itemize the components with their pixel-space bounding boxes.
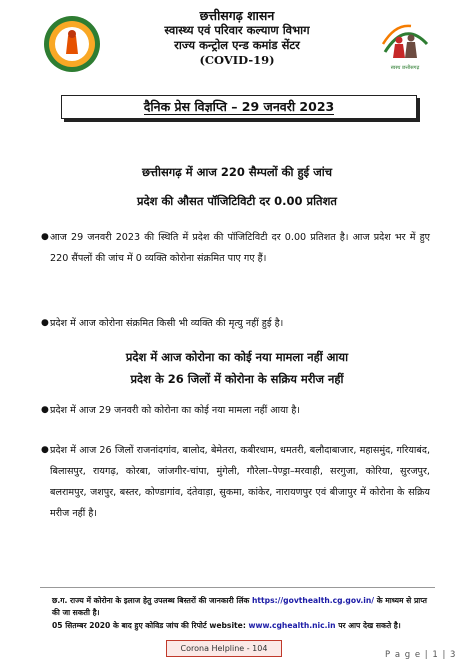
bullet-dot: ● xyxy=(41,232,49,242)
bullet-new-cases xyxy=(41,400,430,421)
bullet-text: प्रदेश में आज 26 जिलों राजनांदगांव, बालोद, बेमेतरा, कबीरधाम, धमतरी, बलौदाबाजार, महासमुंद, गरियाबंद, बिलासपुर, रायगढ़, कोरबा, जांजगीर-चांपा, मुंगेली, गौरेला–पेण्ड्रा–मरवाही, सरगुजा, कोरिया, सुरजपुर, बलरामपुर, जशपुर, बस्तर, कोण्डागांव, दंतेवाड़ा, सुकमा, कांकेर, नारायणपुर एवं बीजापुर में कोरोना के सक्रिय मरीज नहीं है। xyxy=(50,445,430,519)
bullet-text: प्रदेश में आज कोरोना संक्रमित किसी भी व्यक्ति की मृत्यु नहीं हुई है। xyxy=(50,318,284,329)
bullet-dot: ● xyxy=(41,445,49,455)
govthealth-link[interactable]: https://govthealth.cg.gov.in/ xyxy=(251,596,375,605)
cghealth-link[interactable]: www.cghealth.nic.in xyxy=(248,621,336,630)
page-number: P a g e | 1 | 3 xyxy=(385,650,457,660)
headline-positivity: प्रदेश की औसत पॉजिटिविटी दर 0.00 प्रतिशत xyxy=(137,194,337,208)
press-release-title: दैनिक प्रेस विज्ञप्ति – 29 जनवरी 2023 xyxy=(143,99,335,114)
letterhead-department: स्वास्थ्य एवं परिवार कल्याण विभाग xyxy=(164,23,310,37)
bullet-text: आज 29 जनवरी 2023 की स्थिति में प्रदेश की पॉजिटिविटी दर 0.00 प्रतिशत है। आज प्रदेश भर में हुए 220 सैंपलों की जांच में 0 व्यक्ति कोरोना संक्रमित पाए गए हैं। xyxy=(50,232,430,264)
footer-beds-info xyxy=(52,595,437,619)
footer-beds-text: छ.ग. राज्य में कोरोना के इलाज हेतु उपलब्ध बिस्तरों की जानकारी लिंक xyxy=(52,596,250,605)
letterhead-government: छत्तीसगढ़ शासन xyxy=(199,8,275,23)
bullet-dot: ● xyxy=(41,405,49,415)
letterhead-covid: (COVID-19) xyxy=(199,53,275,67)
headline-samples: छत्तीसगढ़ में आज 220 सैम्पलों की हुई जांच xyxy=(141,165,333,179)
corona-helpline-badge: Corona Helpline - 104 xyxy=(166,640,282,657)
footer-report-tail: पर आप देख सकते है। xyxy=(338,621,401,630)
footer-rule xyxy=(40,587,435,588)
bullet-deaths xyxy=(41,313,430,334)
bullet-districts xyxy=(41,440,430,524)
footer-report-text: 05 सितम्बर 2020 के बाद हुए कोविड जांच की रिपोर्ट website: xyxy=(52,621,246,630)
footer-beds-tail: के माध्यम से प्राप्त की जा सकती है। xyxy=(52,596,427,617)
bullet-positivity xyxy=(41,227,430,269)
headline-active-districts: प्रदेश के 26 जिलों में कोरोना के सक्रिय मरीज नहीं xyxy=(130,372,344,386)
press-release-title-box xyxy=(61,95,417,119)
letterhead-control-centre: राज्य कन्ट्रोल एन्ड कमांड सेंटर xyxy=(174,38,300,52)
footer-report-info xyxy=(52,620,437,632)
bullet-text: प्रदेश में आज 29 जनवरी को कोरोना का कोई नया मामला नहीं आया है। xyxy=(50,405,300,416)
headline-no-new-cases: प्रदेश में आज कोरोना का कोई नया मामला नहीं आया xyxy=(125,350,349,364)
bullet-dot: ● xyxy=(41,318,49,328)
swasth-chhattisgarh-logo xyxy=(375,14,435,74)
logo-caption: स्वस्थ छत्तीसगढ़ xyxy=(390,65,420,71)
